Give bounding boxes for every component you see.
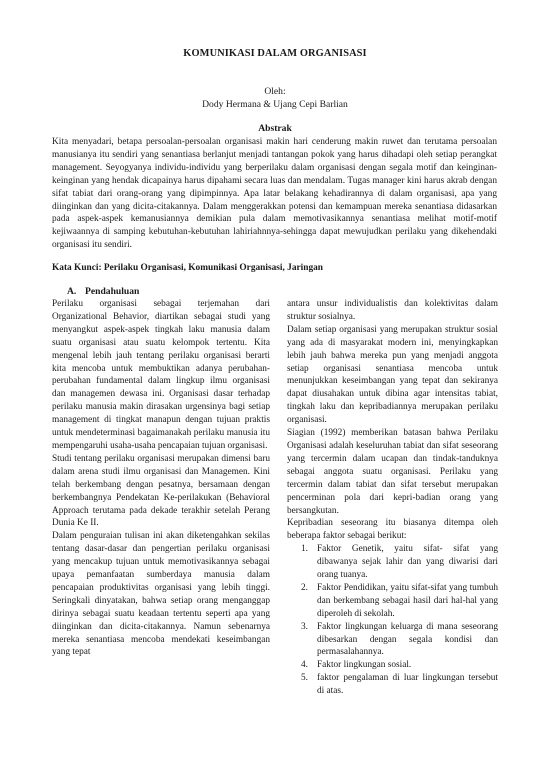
body-paragraph: Siagian (1992) memberikan batasan bahwa Perilaku Organisasi adalah keseluruhan tabiat dan sifat seseorang yang tercermin dalam ucapan dan tindak-tanduknya sebagai anggota suatu organisasi. Perilaku yang tercermin dalam tabiat dan sifat tersebut merupakan pencerminan pola dari kepri-badian orang yang bersangkutan.: [287, 428, 498, 516]
list-item: [287, 621, 498, 660]
list-marker: 3.: [301, 621, 308, 632]
body-paragraph: Dalam penguraian tulisan ini akan diketengahkan sekilas tentang dasar-dasar dan pengertian perilaku organisasi yang mencakup tujuan untuk memotivasikannya sebagai upaya pemanfaatan sumberdaya manusia dalam pencapaian produktivitas organisasi yang lebih tinggi. Seringkali dinyatakan, bahwa setiap orang menganggap dirinya sebagai suatu keadaan tertentu seperti apa yang diinginkan dan dicita-citakannya. Namun sebenarnya mereka senantiasa mencoba mendekati keseimbangan yang tepat: [52, 531, 270, 658]
body-paragraph: Kepribadian seseorang itu biasanya ditempa oleh beberapa faktor sebagai berikut:: [287, 518, 498, 542]
abstract-heading: Abstrak: [258, 123, 292, 134]
paper-title: KOMUNIKASI DALAM ORGANISASI: [183, 48, 367, 59]
list-item: [287, 543, 498, 582]
list-item: [287, 659, 498, 672]
keywords: Kata Kunci: Perilaku Organisasi, Komunikasi Organisasi, Jaringan: [52, 263, 324, 273]
abstract-text: Kita menyadari, betapa persoalan-persoalan organisasi makin hari cenderung makin ruwet dan terutama persoalan manusianya itu sendiri yang senantiasa berlanjut menjadi tantangan pokok yang harus dihadapi oleh setiap perangkat management. Seyogyanya individu-individu yang berperilaku dalam organisasi dengan segala motif dan keinginan-keinginan yang hendak dicapainya harus dipahami secara luas dan mendalam. Tugas manager kini harus akrab dengan sifat tabiat dari orang-orang yang dipimpinnya. Apa latar belakang kehadirannya di dalam organisasi, apa yang diinginkan dan yang dicita-citakannya. Dalam menggerakkan potensi dan kemampuan mereka senantiasa didasarkan pada aspek-aspek kemanusiannya demikian pula dalam memotivasikannya senantiasa melihat motif-motif kejiwaannya di samping kebutuhan-kebutuhan lahiriahnnya-sehingga dapat mewujudkan perilaku yang dikehendaki organisasi itu sendiri.: [52, 137, 497, 251]
body-paragraph: Studi tentang perilaku organisasi merupakan dimensi baru dalam arena studi ilmu organisasi dan Managemen. Kini telah berkembang dengan pesatnya, bersamaan dengan berkembangnya Pendekatan Ke-perilakukan (Behavioral Approach terutama pada dekade terakhir setelah Perang Dunia Ke II.: [52, 453, 270, 529]
list-marker: 2.: [301, 582, 308, 593]
list-marker: 4.: [301, 660, 308, 671]
list-item-text: Faktor lingkungan keluarga di mana seseorang dibesarkan dengan segala kondisi dan permasalahannya.: [317, 621, 498, 658]
author-names: Dody Hermana & Ujang Cepi Barlian: [202, 99, 348, 110]
left-column: [52, 298, 270, 659]
factor-list: [287, 543, 498, 698]
list-item: [287, 582, 498, 621]
list-item-text: Faktor Genetik, yaitu sifat- sifat yang dibawanya sejak lahir dan yang diwarisi dari orang tuanya.: [317, 544, 498, 581]
section-number: A.: [67, 286, 77, 297]
section-heading: [67, 286, 139, 297]
right-column: [287, 298, 498, 698]
body-paragraph: antara unsur individualistis dan kolektivitas dalam struktur sosialnya.: [287, 299, 498, 322]
section-title: Pendahuluan: [85, 286, 140, 297]
list-marker: 1.: [301, 544, 308, 555]
author-prefix: Oleh:: [264, 86, 286, 97]
list-item: [287, 672, 498, 698]
list-item-text: Faktor lingkungan sosial.: [317, 660, 412, 671]
list-item-text: Faktor Pendidikan, yaitu sifat-sifat yang tumbuh dan berkembang sebagai hasil dari hal-hal yang diperoleh di sekolah.: [317, 582, 498, 619]
body-paragraph: Perilaku organisasi sebagai terjemahan dari Organizational Behavior, diartikan sebagai studi yang menyangkut aspek-aspek tingkah laku manusia dalam suatu organisasi atau suatu kelompok tertentu. Kita mengenal lebih jauh tentang perilaku organisasi berarti kita mencoba untuk membuktikan adanya perubahan-perubahan fundamental dalam lingkup ilmu organisasi dan managemen dewasa ini. Organisasi dasar terhadap perilaku manusia makin dirasakan urgensinya bagi setiap management di tingkat manapun dengan tujuan praktis untuk mendeterminasi bagaimanakah perilaku manusia itu mempengaruhi usaha-usaha pencapaian tujuan organisasi.: [52, 299, 270, 451]
list-item-text: faktor pengalaman di luar lingkungan tersebut di atas.: [317, 673, 498, 697]
list-marker: 5.: [301, 673, 308, 684]
body-paragraph: Dalam setiap organisasi yang merupakan struktur sosial yang ada di masyarakat modern ini, menyingkapkan lebih jauh bahwa mereka pun yang menjadi anggota setiap organisasi senantiasa mencoba untuk menunjukkan keseimbangan yang tepat dan sekiranya dapat diusahakan untuk dibina agar intensitas tabiat, tingkah laku dan kepribadiannya merupakan perilaku organisasi.: [287, 324, 498, 426]
